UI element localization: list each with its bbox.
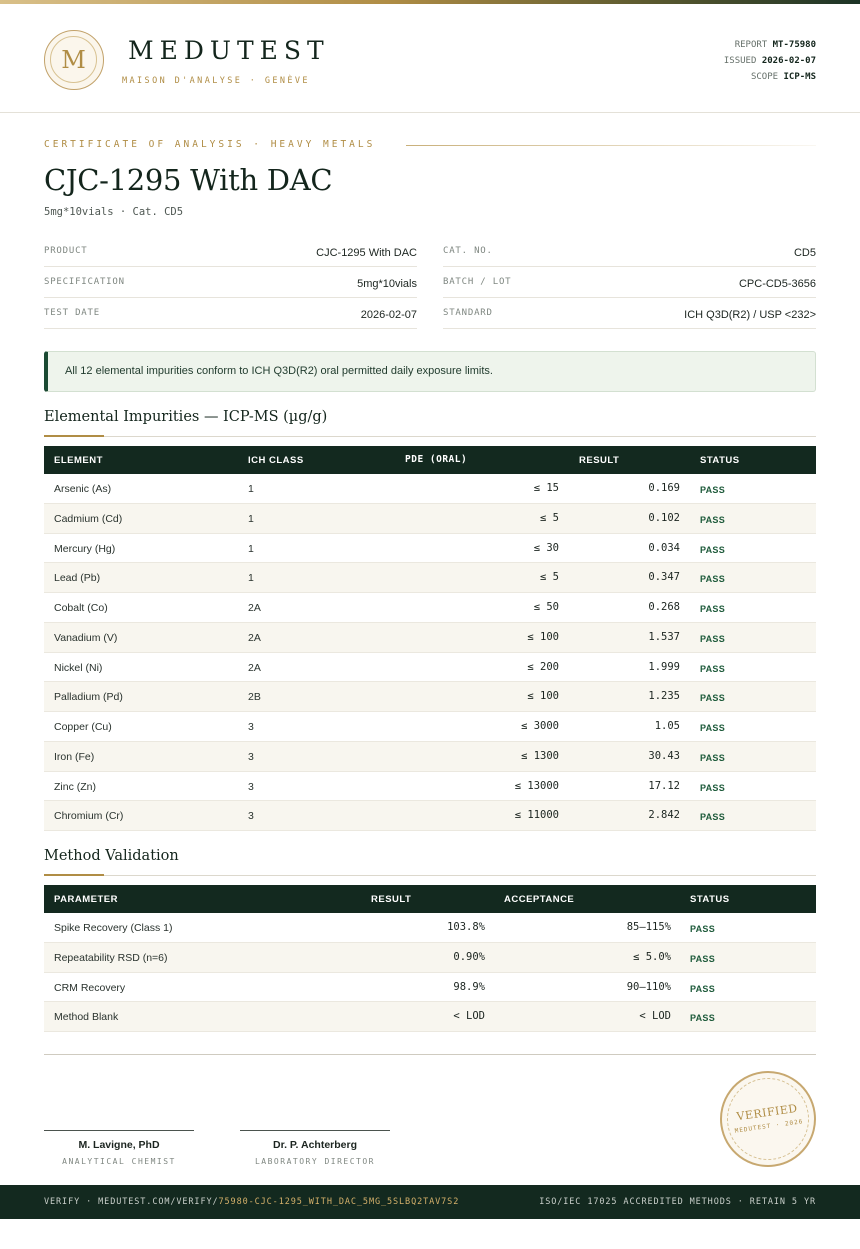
validation-accent (44, 874, 104, 876)
info-value: CD5 (793, 247, 816, 259)
impurities-heading: Elemental Impurities — ICP-MS (µg/g) (44, 409, 328, 425)
info-row-cat-no (443, 236, 816, 267)
acceptance-value: ≤ 5.0% (633, 950, 671, 963)
pde-limit: ≤ 50 (533, 601, 559, 613)
result-value: 17.12 (648, 779, 680, 792)
scope-value: ICP-MS (783, 72, 816, 82)
result-value: 0.347 (648, 571, 680, 584)
status-badge: PASS (690, 924, 716, 934)
element-name: Lead (Pb) (54, 572, 101, 585)
signatory-name: M. Lavigne, PhD (78, 1139, 160, 1151)
kicker-divider (406, 145, 816, 146)
info-row-batch-lot (443, 267, 816, 298)
table-row (44, 474, 816, 504)
info-grid-right (443, 236, 816, 329)
ich-class: 2A (248, 661, 261, 674)
pde-limit: ≤ 15 (533, 482, 559, 494)
pde-limit: ≤ 1300 (521, 749, 559, 762)
impurities-rule (44, 436, 816, 437)
table-row (44, 623, 816, 653)
result-value: 0.90% (453, 950, 485, 963)
element-name: Palladium (Pd) (54, 691, 123, 704)
content-end-rule (44, 1054, 816, 1055)
element-name: Cobalt (Co) (54, 602, 108, 614)
verify-code: 75980-CJC-1295_WITH_DAC_5MG_5SLBQ2TAV7S2 (218, 1197, 460, 1207)
table-row (44, 653, 816, 683)
col-result: RESULT (371, 894, 412, 905)
verify-prefix: VERIFY · MEDUTEST.COM/VERIFY/ (44, 1197, 219, 1207)
table-row (44, 801, 816, 831)
element-name: Arsenic (As) (54, 483, 112, 495)
element-name: Copper (Cu) (54, 721, 112, 733)
table-row (44, 1002, 816, 1032)
status-badge: PASS (700, 693, 726, 704)
ich-class: 3 (248, 810, 254, 823)
signature-block-chemist (44, 1130, 194, 1166)
element-name: Chromium (Cr) (54, 810, 124, 823)
scope-label: SCOPE (750, 72, 779, 82)
conformance-banner (44, 351, 816, 392)
seal-letter: M (50, 36, 97, 83)
table-row (44, 712, 816, 742)
page-title: CJC-1295 With DAC (44, 163, 333, 197)
validation-table (44, 885, 816, 1032)
col-ich-class: ICH CLASS (248, 455, 304, 466)
info-label: CAT. NO. (443, 246, 493, 256)
signatory-role: LABORATORY DIRECTOR (254, 1157, 375, 1166)
result-value: 98.9% (453, 980, 485, 993)
info-row-product (44, 236, 417, 267)
table-row (44, 593, 816, 623)
pde-limit: ≤ 100 (527, 690, 559, 703)
col-parameter: PARAMETER (54, 894, 118, 905)
info-label: BATCH / LOT (443, 277, 512, 287)
status-badge: PASS (700, 514, 726, 525)
ich-class: 1 (248, 483, 254, 495)
table-row (44, 563, 816, 593)
status-badge: PASS (690, 953, 716, 964)
accreditation-note: ISO/IEC 17025 ACCREDITED METHODS · RETAIN 5 YR (539, 1197, 816, 1207)
info-row-test-date (44, 298, 417, 329)
footer (0, 1185, 860, 1219)
element-name: Mercury (Hg) (54, 542, 116, 555)
report-value: MT-75980 (772, 40, 816, 50)
pde-limit: ≤ 30 (533, 541, 559, 554)
issued-date (724, 53, 816, 69)
ich-class: 1 (248, 512, 254, 525)
signatory-role: ANALYTICAL CHEMIST (62, 1157, 176, 1166)
validation-table-body (44, 913, 816, 1032)
col-acceptance: ACCEPTANCE (504, 894, 575, 905)
table-row (44, 913, 816, 943)
info-grid-left (44, 236, 417, 329)
status-badge: PASS (700, 812, 726, 823)
header (0, 4, 860, 113)
table-row (44, 504, 816, 534)
info-value: CJC-1295 With DAC (316, 247, 417, 259)
pde-limit: ≤ 100 (527, 630, 559, 643)
verified-stamp (714, 1065, 822, 1173)
brand-subtitle: MAISON D'ANALYSE · GENÈVE (122, 76, 310, 86)
result-value: < LOD (453, 1010, 485, 1023)
scope (724, 69, 816, 85)
pde-limit: ≤ 200 (527, 660, 559, 673)
report-number (724, 37, 816, 53)
status-badge: PASS (700, 663, 726, 674)
status-badge: PASS (700, 544, 726, 555)
signatory-name: Dr. P. Achterberg (272, 1139, 358, 1151)
ich-class: 3 (248, 780, 254, 793)
info-value: 5mg*10vials (357, 278, 417, 290)
ich-class: 3 (248, 721, 254, 733)
result-value: 1.999 (648, 660, 680, 673)
result-value: 0.102 (648, 511, 680, 524)
ich-class: 3 (248, 750, 254, 763)
status-badge: PASS (700, 604, 726, 614)
info-label: TEST DATE (44, 308, 100, 318)
pde-limit: ≤ 3000 (521, 720, 559, 732)
element-name: Zinc (Zn) (54, 780, 96, 793)
col-element: ELEMENT (54, 455, 103, 466)
result-value: 1.235 (648, 690, 680, 703)
impurities-accent (44, 435, 104, 437)
ich-class: 2A (248, 631, 261, 644)
table-row (44, 943, 816, 973)
info-label: SPECIFICATION (44, 277, 125, 287)
info-label: PRODUCT (44, 246, 88, 256)
element-name: Iron (Fe) (54, 750, 95, 763)
status-badge: PASS (700, 574, 726, 585)
brand-name: MEDUTEST (128, 36, 330, 65)
impurities-table-body (44, 474, 816, 831)
issued-value: 2026-02-07 (761, 56, 816, 66)
table-row (44, 534, 816, 564)
table-row (44, 772, 816, 802)
col-status: STATUS (700, 455, 740, 466)
acceptance-value: < LOD (639, 1010, 671, 1023)
validation-heading: Method Validation (44, 848, 179, 864)
info-value: CPC-CD5-3656 (738, 278, 816, 290)
info-row-specification (44, 267, 417, 298)
ich-class: 2B (248, 691, 261, 704)
report-label: REPORT (734, 40, 768, 50)
info-label: STANDARD (443, 308, 493, 318)
report-meta (724, 37, 816, 85)
parameter-name: Spike Recovery (Class 1) (54, 922, 173, 934)
pde-limit: ≤ 13000 (514, 779, 559, 792)
impurities-table (44, 446, 816, 831)
conformance-text: All 12 elemental impurities conform to ICH Q3D(R2) oral permitted daily exposure limits. (65, 365, 493, 377)
table-row (44, 973, 816, 1003)
table-row (44, 682, 816, 712)
pde-limit: ≤ 11000 (514, 809, 559, 822)
page-subtitle: 5mg*10vials · Cat. CD5 (44, 206, 184, 218)
stamp-subtitle: MEDUTEST · 2026 (734, 1118, 804, 1135)
status-badge: PASS (700, 782, 726, 793)
pde-limit: ≤ 5 (540, 511, 559, 524)
table-row (44, 742, 816, 772)
result-value: 30.43 (648, 749, 680, 762)
issued-label: ISSUED (723, 56, 757, 66)
col-result: RESULT (579, 455, 620, 466)
signature-block-director (240, 1130, 390, 1166)
result-value: 0.034 (648, 541, 680, 554)
info-value: ICH Q3D(R2) / USP <232> (684, 309, 816, 321)
info-value: 2026-02-07 (360, 309, 417, 321)
validation-rule (44, 875, 816, 876)
result-value: 103.8% (447, 921, 485, 933)
result-value: 0.268 (648, 601, 680, 613)
element-name: Nickel (Ni) (54, 661, 103, 674)
status-badge: PASS (700, 633, 726, 644)
impurities-table-header (44, 446, 816, 474)
ich-class: 2A (248, 602, 261, 614)
result-value: 1.05 (654, 720, 680, 732)
acceptance-value: 90–110% (626, 980, 671, 993)
info-row-standard (443, 298, 816, 329)
result-value: 0.169 (648, 482, 680, 494)
pde-limit: ≤ 5 (540, 571, 559, 584)
status-badge: PASS (700, 485, 726, 495)
status-badge: PASS (700, 723, 726, 733)
validation-table-header (44, 885, 816, 913)
col-pde: PDE (ORAL) (405, 454, 468, 465)
status-badge: PASS (700, 752, 726, 763)
brand-seal-logo (44, 30, 104, 90)
ich-class: 1 (248, 572, 254, 585)
result-value: 1.537 (648, 630, 680, 643)
parameter-name: Method Blank (54, 1011, 119, 1024)
stamp-title: VERIFIED (735, 1101, 799, 1124)
result-value: 2.842 (648, 809, 680, 822)
ich-class: 1 (248, 542, 254, 555)
status-badge: PASS (690, 1013, 716, 1024)
status-badge: PASS (690, 983, 716, 994)
element-name: Cadmium (Cd) (54, 512, 123, 525)
element-name: Vanadium (V) (54, 631, 118, 644)
parameter-name: CRM Recovery (54, 981, 126, 994)
acceptance-value: 85–115% (626, 921, 671, 933)
parameter-name: Repeatability RSD (n=6) (54, 951, 168, 964)
certificate-kicker: CERTIFICATE OF ANALYSIS · HEAVY METALS (44, 139, 376, 150)
col-status: STATUS (690, 894, 730, 905)
verify-link[interactable] (44, 1197, 459, 1207)
